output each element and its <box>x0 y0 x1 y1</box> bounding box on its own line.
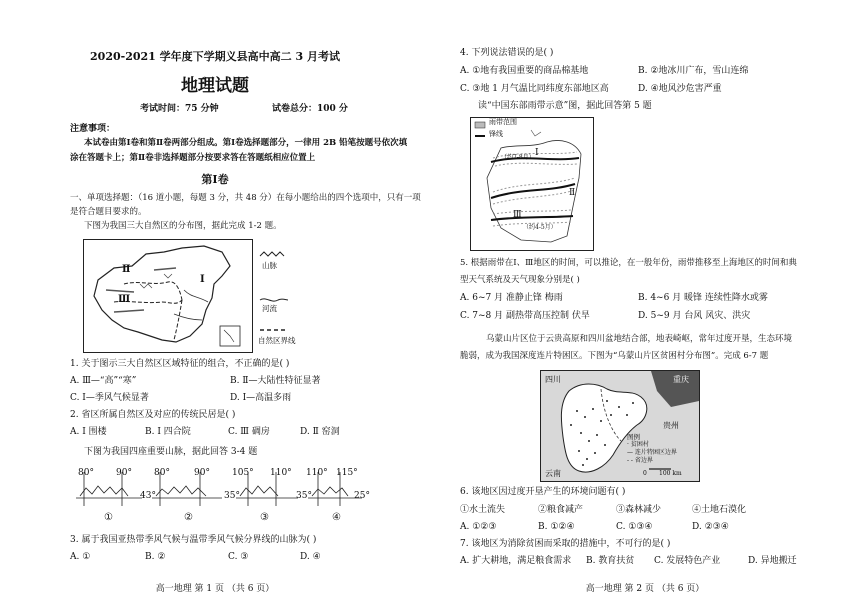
q6-item-4: ④土地石漠化 <box>692 505 747 515</box>
label-yunnan: 云南 <box>545 469 561 478</box>
q5-option-b[interactable]: B. 4~6 月 暖锋 连续性降水或雾 <box>638 293 768 303</box>
rain-belt-map <box>470 117 594 251</box>
notice-line-2: 涂在答题卡上；第Ⅱ卷非选择题部分按要求答在答题纸相应位置上 <box>70 153 316 163</box>
map-intro: 下图为我国三大自然区的分布图，据此完成 1-2 题。 <box>84 221 282 231</box>
q2-option-d[interactable]: D. Ⅱ 窑洞 <box>300 427 340 437</box>
m3-lon2: 110° <box>270 468 292 478</box>
m3-lat: 35° <box>296 491 312 501</box>
legend-mountain: 山脉 <box>262 261 277 270</box>
m1-lon2: 90° <box>116 468 132 478</box>
q1-stem: 1. 关于图示三大自然区区域特征的组合，不正确的是( ) <box>70 359 290 369</box>
footer-page-1: 高一地理 第 1 页 （共 6 页） <box>155 584 275 594</box>
page-2 <box>430 0 860 607</box>
wm-legend-title: 图例 <box>627 433 640 441</box>
q6-item-2: ②粮食减产 <box>538 505 584 515</box>
m2-lon1: 80° <box>154 468 170 478</box>
m4-lon1: 110° <box>306 468 328 478</box>
label-chongqing: 重庆 <box>673 375 689 384</box>
m2-num: ② <box>184 512 193 523</box>
m4-lon2: 115° <box>336 468 358 478</box>
label-sichuan: 四川 <box>545 375 561 384</box>
rain-intro: 读“中国东部雨带示意”图，据此回答第 5 题 <box>478 101 652 111</box>
q4-option-a[interactable]: A. ①地有我国重要的商品棉基地 <box>460 66 589 76</box>
wumeng-line-2: 脆弱，成为我国深度连片特困区。下图为“乌蒙山片区贫困村分布图”。完成 6-7 题 <box>460 351 769 361</box>
m2-lat: 35° <box>224 491 240 501</box>
q5-option-a[interactable]: A. 6~7 月 准静止锋 梅雨 <box>460 293 563 303</box>
q6-option-c[interactable]: C. ①③④ <box>616 522 653 532</box>
q5-option-c[interactable]: C. 7~8 月 副热带高压控制 伏旱 <box>460 311 590 321</box>
region-label-3: Ⅲ <box>118 294 131 305</box>
subject-title: 地理试题 <box>181 76 249 96</box>
m4-num: ④ <box>332 512 341 523</box>
m1-lon1: 80° <box>78 468 94 478</box>
rain-label-2: Ⅱ <box>569 188 576 198</box>
q6-item-3: ③森林减少 <box>616 505 662 515</box>
q5-option-d[interactable]: D. 5~9 月 台风 风灾、洪灾 <box>638 311 751 321</box>
m3-num: ③ <box>260 512 269 523</box>
intro-line-1: 一、单项选择题：（16 道小题，每题 3 分，共 48 分）在每小题给出的四个选项中，只有一项 <box>70 193 421 203</box>
wm-legend-border: — 连片特困区边界 <box>627 449 677 456</box>
q4-stem: 4. 下列说法错误的是( ) <box>460 48 554 58</box>
q2-option-b[interactable]: B. Ⅰ 四合院 <box>145 427 191 437</box>
q1-option-a[interactable]: A. Ⅲ—“高”“寒” <box>70 376 137 386</box>
q1-option-c[interactable]: C. Ⅰ—季风气候显著 <box>70 393 149 403</box>
q5-stem-line-2: 型天气系统及天气现象分别是( ) <box>460 275 580 285</box>
wm-legend-prov: - - 省边界 <box>627 457 653 464</box>
q7-option-a[interactable]: A. 扩大耕地，满足粮食需求 <box>460 556 572 566</box>
q2-stem: 2. 省区所属自然区及对应的传统民居是( ) <box>70 410 236 420</box>
label-guizhou: 贵州 <box>663 421 679 430</box>
q1-option-d[interactable]: D. Ⅰ—高温多雨 <box>230 393 292 403</box>
m2-lon2: 90° <box>194 468 210 478</box>
q1-option-b[interactable]: B. Ⅱ—大陆性特征显著 <box>230 376 321 386</box>
china-map-drawing <box>84 240 252 352</box>
q3-option-b[interactable]: B. ② <box>145 552 166 562</box>
notice-line-1: 本试卷由第Ⅰ卷和第Ⅱ卷两部分组成。第Ⅰ卷选择题部分，一律用 2B 铅笔按题号依次填 <box>84 138 408 148</box>
wumeng-line-1: 乌蒙山片区位于云贵高原和四川盆地结合部，地表崎岖，常年过度开垦，生态环境 <box>486 334 793 344</box>
wumeng-poverty-map <box>540 370 700 482</box>
intro-line-2: 是符合题目要求的。 <box>70 207 147 217</box>
q3-option-a[interactable]: A. ① <box>70 552 91 562</box>
rain-month-3: （约4-5月） <box>523 224 557 231</box>
q7-stem: 7. 该地区为消除贫困而采取的措施中，不可行的是( ) <box>460 539 671 549</box>
rain-legend-front: 锋线 <box>489 130 503 138</box>
section-title: 第Ⅰ卷 <box>201 173 229 186</box>
q3-option-d[interactable]: D. ④ <box>300 552 321 562</box>
q7-option-c[interactable]: C. 发展特色产业 <box>654 556 721 566</box>
q6-item-1: ①水土流失 <box>460 505 506 515</box>
q4-option-b[interactable]: B. ②地冰川广布，雪山连绵 <box>638 66 749 76</box>
exam-time: 考试时间：75 分钟 <box>140 104 219 114</box>
m4-lat: 25° <box>354 491 370 501</box>
q2-option-a[interactable]: A. Ⅰ 围楼 <box>70 427 107 437</box>
q7-option-d[interactable]: D. 异地搬迁 <box>748 556 797 566</box>
legend-boundary: 自然区界线 <box>258 336 296 345</box>
q4-option-c[interactable]: C. ③地 1 月气温比同纬度东部地区高 <box>460 84 609 94</box>
region-label-2: Ⅱ <box>122 264 131 275</box>
rain-month-1: （约7-8月） <box>501 154 535 161</box>
q6-option-b[interactable]: B. ①②④ <box>538 522 575 532</box>
wm-legend-poor: · 贫困村 <box>627 441 649 448</box>
exam-title: 2020-2021 学年度下学期义县高中高二 3 月考试 <box>90 50 340 63</box>
wm-scale-zero: 0 <box>643 470 647 477</box>
notice-heading: 注意事项： <box>70 124 116 134</box>
china-natural-regions-map <box>83 239 253 353</box>
q7-option-b[interactable]: B. 教育扶贫 <box>586 556 635 566</box>
q6-option-a[interactable]: A. ①②③ <box>460 522 497 532</box>
total-score: 试卷总分：100 分 <box>272 104 348 114</box>
footer-page-2: 高一地理 第 2 页 （共 6 页） <box>585 584 705 594</box>
rain-label-1: Ⅰ <box>535 148 539 158</box>
q3-option-c[interactable]: C. ③ <box>228 552 249 562</box>
q2-option-c[interactable]: C. Ⅲ 碉房 <box>228 427 270 437</box>
m1-lat: 43° <box>140 491 156 501</box>
mountain-legend-symbol <box>260 252 284 256</box>
rain-label-3: Ⅲ <box>513 210 522 220</box>
m1-num: ① <box>104 512 113 523</box>
m3-lon1: 105° <box>232 468 254 478</box>
legend-river: 河流 <box>262 304 277 313</box>
mountain-intro: 下图为我国四座重要山脉，据此回答 3-4 题 <box>84 447 258 457</box>
q6-option-d[interactable]: D. ②③④ <box>692 522 729 532</box>
q6-stem: 6. 该地区因过度开垦产生的环境问题有( ) <box>460 487 626 497</box>
wm-scale-100: 100 km <box>659 470 682 477</box>
q5-stem-line-1: 5. 根据雨带在Ⅰ、Ⅲ地区的时间，可以推论，在一般年份，雨带推移至上海地区的时间和典 <box>460 258 797 268</box>
q4-option-d[interactable]: D. ④地风沙危害严重 <box>638 84 722 94</box>
q3-stem: 3. 属于我国亚热带季风气候与温带季风气候分界线的山脉为( ) <box>70 535 317 545</box>
region-label-1: Ⅰ <box>200 274 205 285</box>
rain-legend-belt: 雨带范围 <box>489 118 517 126</box>
river-legend-symbol <box>260 299 288 301</box>
